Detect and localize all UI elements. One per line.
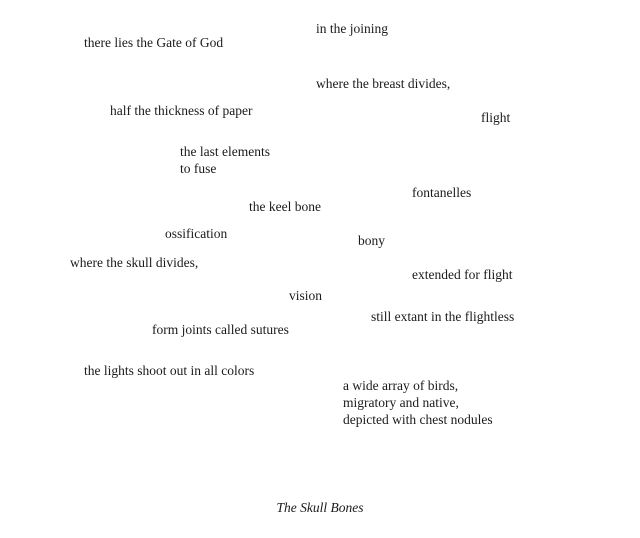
poem-fragment-breast-divides xyxy=(316,75,450,92)
poem-line: there lies the Gate of God xyxy=(84,35,224,50)
poem-fragment-thickness-of-paper xyxy=(110,102,252,119)
poem-line: where the skull divides, xyxy=(70,255,199,270)
poem-fragment-in-the-joining xyxy=(316,20,388,37)
poem-line: the last elements xyxy=(180,144,270,159)
poem-line: form joints called sutures xyxy=(152,322,289,337)
poem-line: still extant in the flightless xyxy=(371,309,515,324)
poem-fragment-bony xyxy=(358,232,385,249)
poem-line: vision xyxy=(289,288,323,303)
poem-line: a wide array of birds, xyxy=(343,378,459,393)
poem-line: depicted with chest nodules xyxy=(343,412,493,427)
poem-fragment-last-elements xyxy=(180,143,270,177)
poem-fragment-gate-of-god xyxy=(84,34,223,51)
poem-line: in the joining xyxy=(316,21,388,36)
poem-fragment-lights-shoot-out xyxy=(84,362,254,379)
poem-line: extended for flight xyxy=(412,267,513,282)
poem-fragment-extended-for-flight xyxy=(412,266,512,283)
poem-line: to fuse xyxy=(180,161,217,176)
poem-fragment-skull-divides xyxy=(70,254,198,271)
poem-fragment-wide-array-of-birds xyxy=(343,377,493,428)
poem-line: migratory and native, xyxy=(343,395,459,410)
poem-line: the lights shoot out in all colors xyxy=(84,363,255,378)
poem-line: half the thickness of paper xyxy=(110,103,253,118)
poem-line: fontanelles xyxy=(412,185,472,200)
poem-fragment-still-extant xyxy=(371,308,514,325)
poem-title: The Skull Bones xyxy=(276,500,364,515)
poem-line: the keel bone xyxy=(249,199,321,214)
poem-fragment-ossification xyxy=(165,225,227,242)
poem-fragment-vision xyxy=(289,287,322,304)
poem-line: ossification xyxy=(165,226,228,241)
poem-fragment-keel-bone xyxy=(249,198,321,215)
poem-fragment-flight xyxy=(481,109,510,126)
poem-line: where the breast divides, xyxy=(316,76,451,91)
poem-line: flight xyxy=(481,110,511,125)
poem-fragment-joints-sutures xyxy=(152,321,289,338)
poem-line: bony xyxy=(358,233,385,248)
poem-fragment-fontanelles xyxy=(412,184,471,201)
